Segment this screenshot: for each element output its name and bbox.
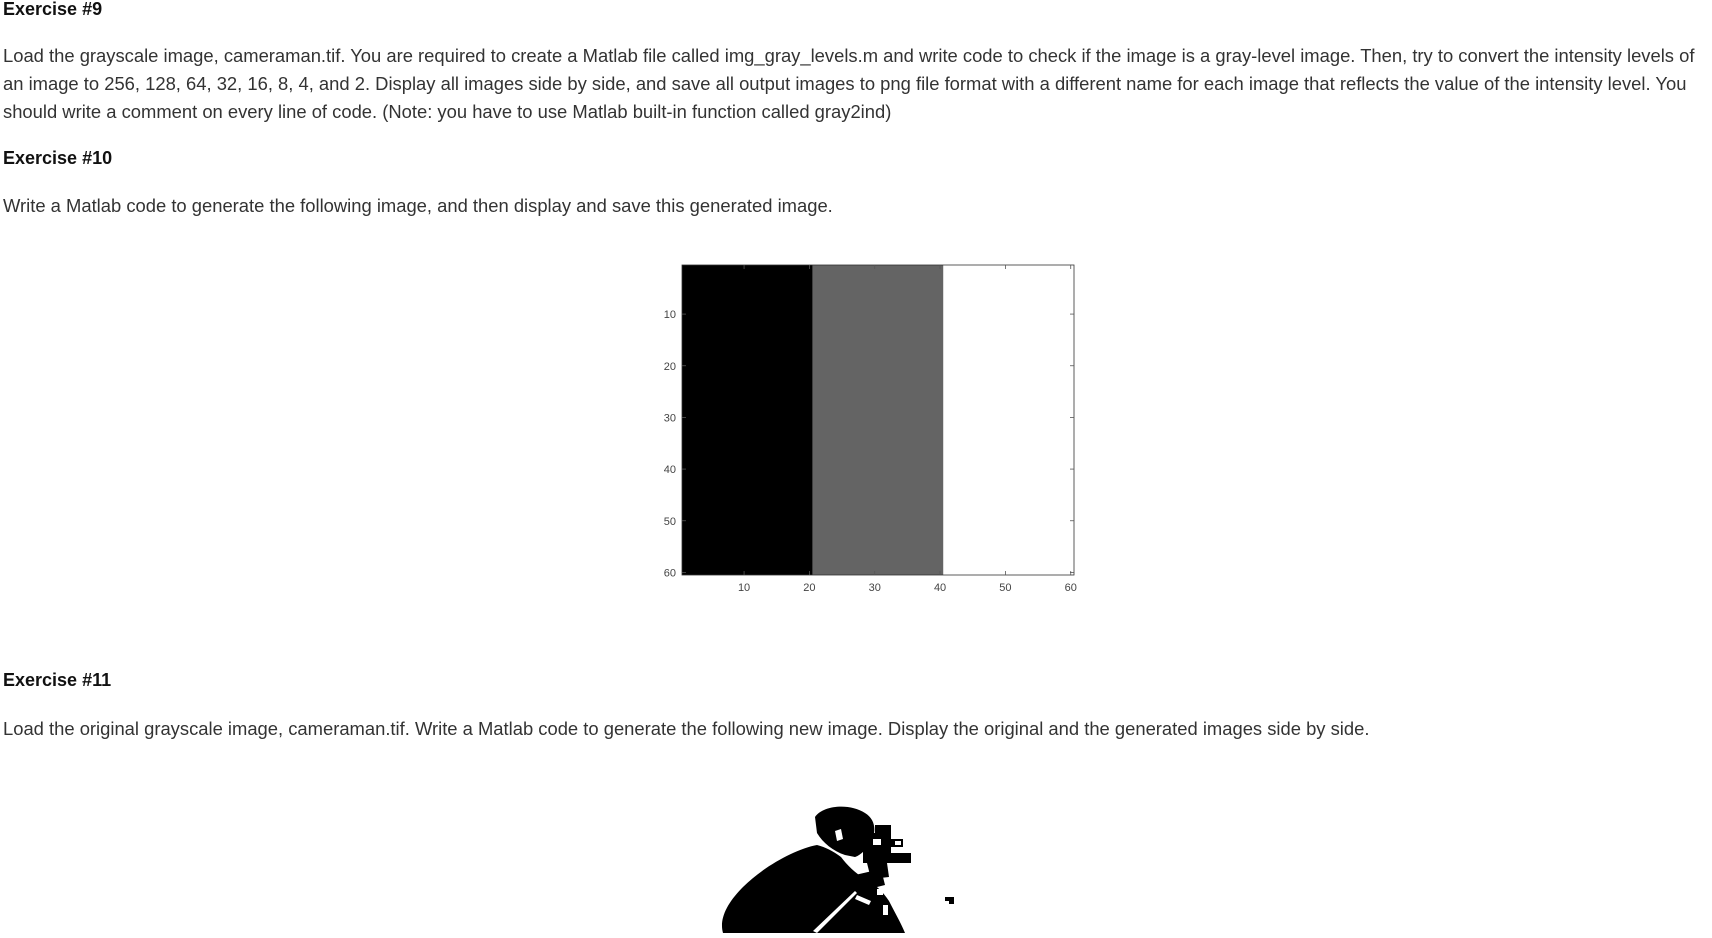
exercise-9-title: Exercise #9 [3, 0, 103, 19]
exercise-10-title: Exercise #10 [3, 148, 113, 168]
x-tick-label-6: 60 [1064, 582, 1077, 594]
y-tick-label-2: 20 [663, 360, 676, 373]
band-3 [943, 265, 1074, 575]
exercise-10-description: Write a Matlab code to generate the following image, and then display and save this generated image. [3, 195, 833, 216]
band-1 [682, 265, 813, 575]
y-tick-label-6: 60 [663, 567, 676, 580]
x-tick-label-2: 20 [803, 582, 816, 594]
x-tick-label-4: 40 [933, 582, 947, 594]
y-tick-label-1: 10 [663, 309, 676, 322]
y-tick-label-5: 50 [663, 515, 676, 528]
y-tick-label-4: 40 [663, 464, 676, 477]
band-image-plot [640, 255, 1080, 600]
band-2 [813, 265, 944, 575]
exercise-11-description: Load the original grayscale image, cameraman.tif. Write a Matlab code to generate the following new image. Display the original and the generated images side by side. [3, 718, 1370, 739]
cameraman-silhouette-icon [705, 805, 995, 933]
exercise-9-description: Load the grayscale image, cameraman.tif. You are required to create a Matlab file called img_gray_levels.m and write code to check if the image is a gray-level image. Then, try to convert the intensity levels of an image to 256, 128, 64, 32, 16, 8, 4, and 2. Display all images side by side, and save all output images to png file format with a different name for each image that reflects the value of the intensity level. You should write a comment on every line of code. (Note: you have to use Matlab built-in function called gray2ind) [3, 45, 1695, 122]
x-tick-label-1: 10 [737, 582, 751, 594]
generated-image-figure [640, 255, 1080, 600]
exercise-11-title: Exercise #11 [3, 670, 112, 690]
cameraman-silhouette-image [705, 805, 995, 933]
x-tick-label-5: 50 [999, 582, 1012, 594]
y-tick-label-3: 30 [663, 412, 676, 425]
x-tick-label-3: 30 [868, 582, 881, 594]
